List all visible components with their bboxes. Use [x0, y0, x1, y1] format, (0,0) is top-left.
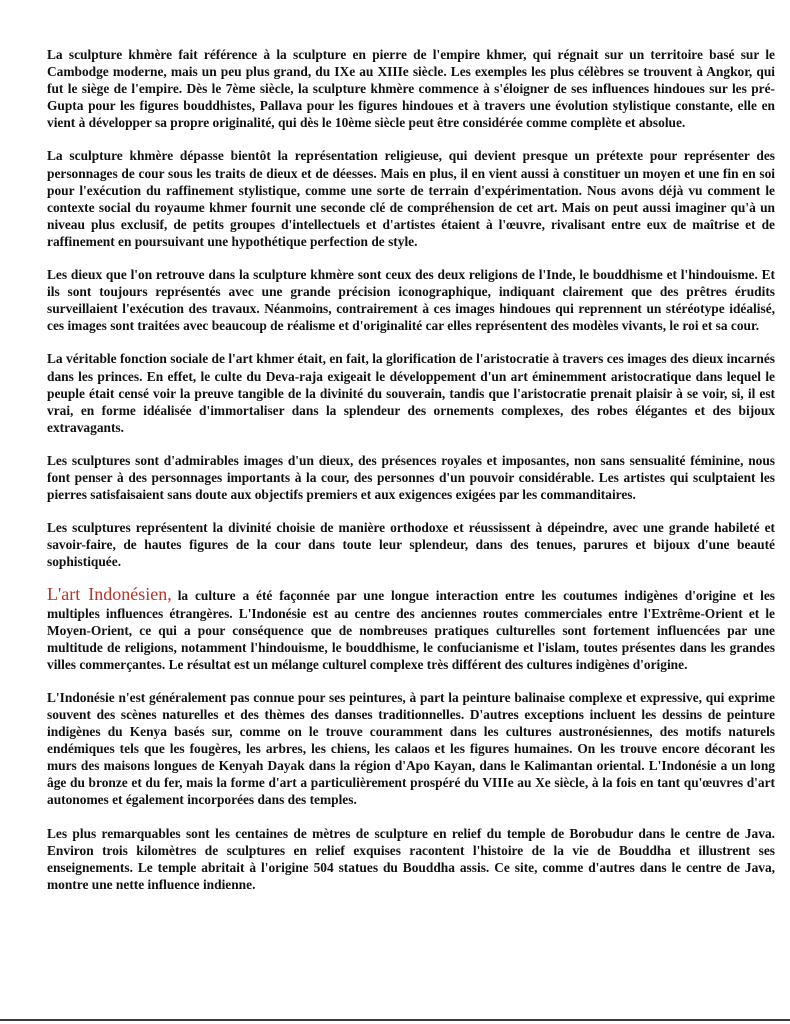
- paragraph-khmer-divinity: Les sculptures représentent la divinité choisie de manière orthodoxe et réussissent à dépeindre, avec une grande habileté et savoir-faire, de hautes figures de la cour dans toute leur splendeur, dans des tenues, parures et bijoux d'une beauté sophistiquée.: [47, 520, 775, 570]
- paragraph-indonesia-borobudur: Les plus remarquables sont les centaines de mètres de sculpture en relief du temple de Borobudur dans le centre de Java. Environ trois kilomètres de sculptures en relief exquises racontent l'histoire de la vie de Bouddha et illustrent ses enseignements. Le temple abritait à l'origine 504 statues du Bouddha assis. Ce site, comme d'autres dans le centre de Java, montre une nette influence indienne.: [47, 825, 775, 892]
- paragraph-indonesia-intro: [47, 586, 775, 672]
- section-title-indonesian-art: L'art Indonésien,: [47, 584, 172, 605]
- section-lead-text: la culture a été façonnée par une longue interaction entre les coutumes indigènes d'origine et les multiples influences étrangères. L'Indonésie est au centre des anciennes routes commerciales entre l'Extrême-Orient et le Moyen-Orient, ce qui a pour conséquence que de nombreuses pratiques culturelles sont fortement influencées par une multitude de religions, notamment l'hindouisme, le bouddhisme, le confucianisme et l'islam, toutes présentes dans les grandes villes commerçantes. Le résultat est un mélange culturel complexe très différent des cultures indigènes d'origine.: [47, 588, 776, 672]
- paragraph-khmer-sculptures: Les sculptures sont d'admirables images d'un dieux, des présences royales et imposantes, non sans sensualité féminine, nous font penser à des personnages importants à la cour, des personnes d'un pouvoir considérable. Les artistes qui sculptaient les pierres satisfaisaient sans doute aux objectifs premiers et aux exigences exigées par les commanditaires.: [47, 452, 775, 503]
- paragraph-khmer-gods: Les dieux que l'on retrouve dans la sculpture khmère sont ceux des deux religions de l'Inde, le bouddhisme et l'hindouisme. Et ils sont toujours représentés avec une grande précision iconographique, indiquant clairement que des prêtres érudits surveillaient l'exécution des travaux. Néanmoins, contrairement à ces images hindoues qui reprennent un stéréotype idéalisé, ces images sont traitées avec beaucoup de réalisme et d'originalité car elles représentent des modèles vivants, le roi et sa cour.: [47, 267, 775, 334]
- paragraph-indonesia-painting: L'Indonésie n'est généralement pas connue pour ses peintures, à part la peinture balinaise complexe et expressive, qui exprime souvent des scènes naturelles et des thèmes des danses traditionnelles. D'autres exceptions incluent les dessins de peinture indigènes du Kenya basés sur, comme on le trouve couramment dans les cultures austronésiennes, des motifs naturels endémiques tels que les fougères, les arbres, les chiens, les calaos et les figures humaines. On les trouve encore décorant les murs des maisons longues de Kenyah Dayak dans la région d'Apo Kayan, dans le Kalimantan oriental. L'Indonésie a un long âge du bronze et du fer, mais la forme d'art a particulièrement prospéré du VIIIe au Xe siècle, à la fois en tant qu'œuvres d'art autonomes et également incorporées dans des temples.: [47, 689, 775, 808]
- paragraph-khmer-intro: La sculpture khmère fait référence à la sculpture en pierre de l'empire khmer, qui régnait sur un territoire basé sur le Cambodge moderne, mais un peu plus grand, du IXe au XIIIe siècle. Les exemples les plus célèbres se trouvent à Angkor, qui fut le siège de l'empire. Dès le 7ème siècle, la sculpture khmère commence à s'éloigner de ses influences hindoues sur les pré-Gupta pour les figures bouddhistes, Pallava pour les figures hindoues et à travers une évolution stylistique constante, elle en vient à développer sa propre originalité, qui dès le 10ème siècle peut être considérée comme complète et absolue.: [47, 47, 775, 131]
- paragraph-khmer-function: La véritable fonction sociale de l'art khmer était, en fait, la glorification de l'aristocratie à travers ces images des dieux incarnés dans les princes. En effet, le culte du Deva-raja exigeait le développement d'un art éminemment aristocratique dans lequel le peuple était censé voir la preuve tangible de la divinité du souverain, tandis que l'aristocratie prenait plaisir à se voir, si, il est vrai, en forme idéalisée d'immortaliser dans la splendeur des ornements complexes, des robes élégantes et des bijoux extravagants.: [47, 351, 775, 435]
- bottom-divider: [0, 1019, 790, 1021]
- document-page: [47, 46, 775, 909]
- paragraph-khmer-religious: La sculpture khmère dépasse bientôt la représentation religieuse, qui devient presque un prétexte pour représenter des personnages de cour sous les traits de dieux et de déesses. Mais en plus, il en vient aussi à constituer un moyen et une fin en soi pour l'exécution du raffinement stylistique, comme une sorte de terrain d'expérimentation. Nous avons déjà vu comment le contexte social du royaume khmer fournit une seconde clé de compréhension de cet art. Mais on peut aussi imaginer qu'à un niveau plus exclusif, de petits groupes d'intellectuels et d'artistes étaient à l'œuvre, rivalisant entre eux de maîtrise et de raffinement en poursuivant une hypothétique perfection de style.: [47, 148, 775, 249]
